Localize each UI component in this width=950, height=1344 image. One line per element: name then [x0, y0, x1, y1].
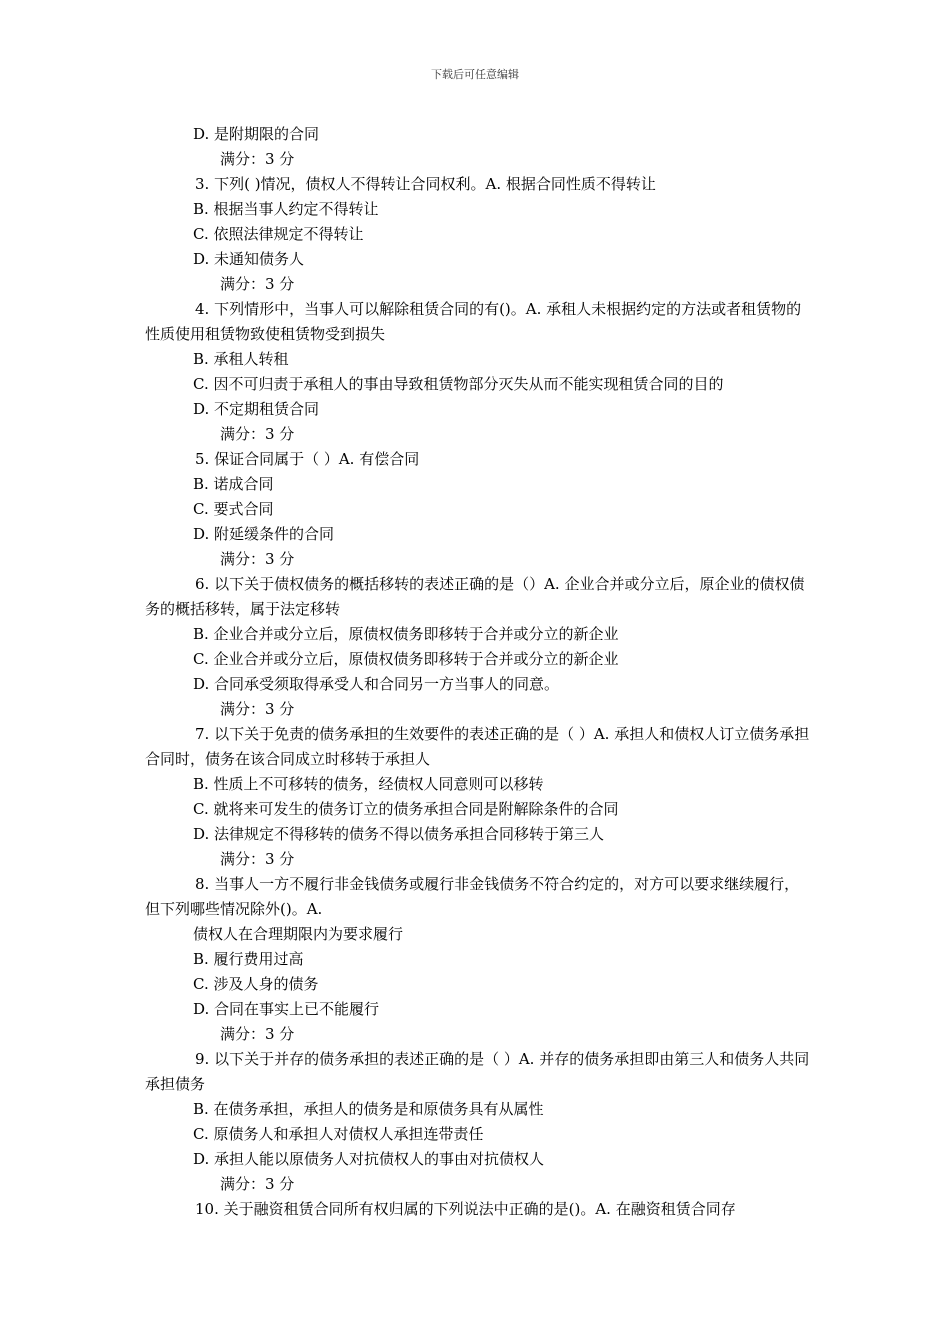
answer-option: B. 诺成合同 — [193, 475, 274, 493]
question-text: 9. 以下关于并存的债务承担的表述正确的是（ ）A. 并存的债务承担即由第三人和债务人共同承担债务 — [145, 1050, 810, 1093]
page-header: 下载后可任意编辑 — [431, 68, 519, 81]
answer-option: B. 企业合并或分立后，原债权债务即移转于合并或分立的新企业 — [193, 625, 619, 643]
answer-option: D. 不定期租赁合同 — [193, 400, 320, 418]
score-line: 满分：3 分 — [220, 1025, 295, 1043]
answer-option: C. 因不可归责于承租人的事由导致租赁物部分灭失从而不能实现租赁合同的目的 — [193, 375, 724, 393]
score-line: 满分：3 分 — [220, 850, 295, 868]
answer-option: D. 合同承受须取得承受人和合同另一方当事人的同意。 — [193, 675, 560, 693]
question-text: 10. 关于融资租赁合同所有权归属的下列说法中正确的是()。A. 在融资租赁合同存 — [195, 1200, 736, 1218]
answer-option: B. 在债务承担，承担人的债务是和原债务具有从属性 — [193, 1100, 544, 1118]
answer-option-text: 债权人在合理期限内为要求履行 — [193, 925, 404, 943]
answer-option: C. 要式合同 — [193, 500, 274, 518]
question-text: 5. 保证合同属于（ ）A. 有偿合同 — [195, 450, 420, 468]
document-body — [145, 122, 810, 1222]
question-text: 8. 当事人一方不履行非金钱债务或履行非金钱债务不符合约定的，对方可以要求继续履行，但下列哪些情况除外()。A. — [145, 875, 800, 918]
answer-option: D. 附延缓条件的合同 — [193, 525, 335, 543]
score-line: 满分：3 分 — [220, 275, 295, 293]
answer-option: C. 就将来可发生的债务订立的债务承担合同是附解除条件的合同 — [193, 800, 619, 818]
question-text: 7. 以下关于免责的债务承担的生效要件的表述正确的是（ ）A. 承担人和债权人订立债务承担合同时，债务在该合同成立时移转于承担人 — [145, 725, 810, 768]
answer-option: D. 法律规定不得移转的债务不得以债务承担合同移转于第三人 — [193, 825, 605, 843]
score-line: 满分：3 分 — [220, 700, 295, 718]
answer-option: B. 根据当事人约定不得转让 — [193, 200, 379, 218]
answer-option: D. 合同在事实上已不能履行 — [193, 1000, 380, 1018]
answer-option: C. 原债务人和承担人对债权人承担连带责任 — [193, 1125, 484, 1143]
answer-option: B. 性质上不可移转的债务，经债权人同意则可以移转 — [193, 775, 544, 793]
question-text: 4. 下列情形中，当事人可以解除租赁合同的有()。A. 承租人未根据约定的方法或者租赁物的性质使用租赁物致使租赁物受到损失 — [145, 300, 802, 343]
answer-option: C. 企业合并或分立后，原债权债务即移转于合并或分立的新企业 — [193, 650, 619, 668]
answer-option: C. 依照法律规定不得转让 — [193, 225, 364, 243]
answer-option: D. 承担人能以原债务人对抗债权人的事由对抗债权人 — [193, 1150, 545, 1168]
score-line: 满分：3 分 — [220, 1175, 295, 1193]
answer-option: B. 履行费用过高 — [193, 950, 304, 968]
question-text: 6. 以下关于债权债务的概括移转的表述正确的是（）A. 企业合并或分立后，原企业的债权债务的概括移转，属于法定移转 — [145, 575, 805, 618]
answer-option: D. 是附期限的合同 — [193, 125, 320, 143]
answer-option: D. 未通知债务人 — [193, 250, 305, 268]
score-line: 满分：3 分 — [220, 150, 295, 168]
answer-option: B. 承租人转租 — [193, 350, 289, 368]
score-line: 满分：3 分 — [220, 425, 295, 443]
answer-option: C. 涉及人身的债务 — [193, 975, 319, 993]
question-text: 3. 下列( )情况，债权人不得转让合同权利。A. 根据合同性质不得转让 — [195, 175, 656, 193]
score-line: 满分：3 分 — [220, 550, 295, 568]
